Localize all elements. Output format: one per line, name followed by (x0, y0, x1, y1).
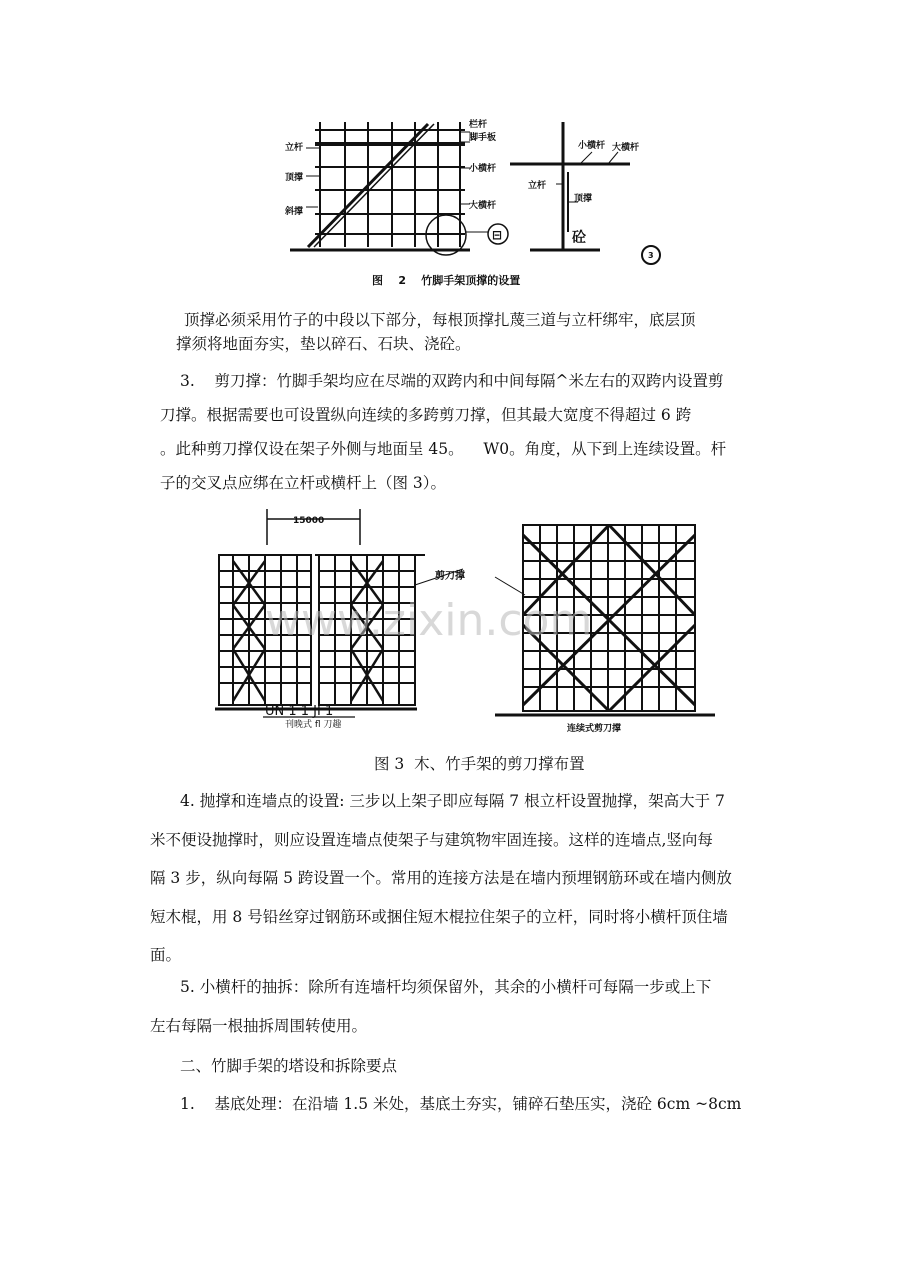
label-lan-gan: 栏杆 (469, 120, 488, 130)
figure-3-drawing (205, 505, 725, 737)
para2-line2: 刀撑。根据需要也可设置纵向连续的多跨剪刀撑，但其最大宽度不得超过 6 跨 (160, 406, 692, 424)
para3-line3: 隔 3 步，纵向每隔 5 跨设置一个。常用的连接方法是在墙内预埋钢筋环或在墙内侧放 (150, 869, 732, 887)
figure-3 (205, 505, 725, 737)
label-right-da-heng-gan: 大横杆 (612, 143, 640, 153)
figure-2-caption: 图 2 竹脚手架顶撑的设置 (372, 274, 521, 287)
figure-3-caption-text: 图 3 木、竹手架的剪刀撑布置 (374, 755, 585, 773)
paragraph-xiao-heng-gan (150, 968, 780, 1045)
right-block-caption: 连续式剪刀撑 (567, 724, 622, 734)
label-li-gan: 立杆 (285, 143, 304, 153)
section-line-1: 1. 基底处理：在沿墙 1.5 米处，基底土夯实，铺碎石垫压实，浇砼 6cm ~8cm (180, 1095, 742, 1113)
para2-line3: 。此种剪刀撑仅设在架子外侧与地面呈 45。 W0。角度，从下到上连续设置。杆 (160, 440, 727, 458)
para4-line1: 5. 小横杆的抽拆：除所有连墙杆均须保留外，其余的小横杆可每隔一步或上下 (180, 978, 712, 996)
label-right-li-gan: 立杆 (528, 181, 547, 191)
para2-line4: 子的交叉点应绑在立杆或横杆上（图 3）。 (160, 474, 447, 492)
bottom-left-text-2: 刊晚式 fl 刀趣 (285, 720, 342, 730)
label-jiao-shou-ban: 脚手板 (469, 133, 497, 143)
para1-line2: 撑须将地面夯实，垫以碎石、石块、浇砼。 (176, 335, 471, 353)
para3-line1: 4. 抛撑和连墙点的设置: 三步以上架子即应每隔 7 根立杆设置抛撑，架高大于 7 (180, 792, 725, 810)
circle-number: 3 (648, 251, 654, 260)
para3-line4: 短木棍，用 8 号铅丝穿过钢筋环或捆住短木棍拉住架子的立杆，同时将小横杆顶住墙 (150, 907, 728, 926)
watermark: www.zixin.com (265, 595, 593, 646)
para3-line2: 米不便设抛撑时，则应设置连墙点使架子与建筑物牢固连接。这样的连墙点,竖向每 (150, 830, 713, 849)
label-jian-dao-cheng: 剪刀撑 (435, 571, 465, 582)
circle-symbol: ⊟ (492, 228, 503, 242)
label-da-heng-gan: 大横杆 (469, 201, 497, 211)
label-xie-cheng: 斜撑 (285, 207, 304, 217)
paragraph-pao-cheng (150, 782, 780, 975)
section-heading: 二、竹脚手架的塔设和拆除要点 (180, 1057, 398, 1075)
label-right-xiao-heng-gan: 小横杆 (578, 141, 606, 151)
dimension-label: 15000 (293, 516, 325, 526)
paragraph-jian-dao-cheng (160, 364, 780, 500)
para4-line2: 左右每隔一根抽拆周围转使用。 (150, 1016, 368, 1035)
label-ding-cheng: 顶撑 (285, 173, 304, 183)
para3-line5: 面。 (150, 946, 182, 964)
para2-line1: 3. 剪刀撑：竹脚手架均应在尽端的双跨内和中间每隔^米左右的双跨内设置剪 (180, 372, 724, 390)
para1-line1: 顶撑必须采用竹子的中段以下部分，每根顶撑扎蔑三道与立杆绑牢，底层顶 (184, 311, 696, 329)
label-xiao-heng-gan: 小横杆 (469, 164, 497, 174)
label-right-ding-cheng: 顶撑 (574, 194, 593, 204)
paragraph-ding-cheng (176, 308, 780, 356)
figure-3-caption (374, 752, 585, 774)
figure-2 (260, 112, 680, 292)
label-right-tong: 砼 (572, 230, 586, 246)
bottom-left-text-1: UN 1 1 JI 1 (265, 704, 334, 719)
figure-2-drawing (260, 112, 680, 292)
